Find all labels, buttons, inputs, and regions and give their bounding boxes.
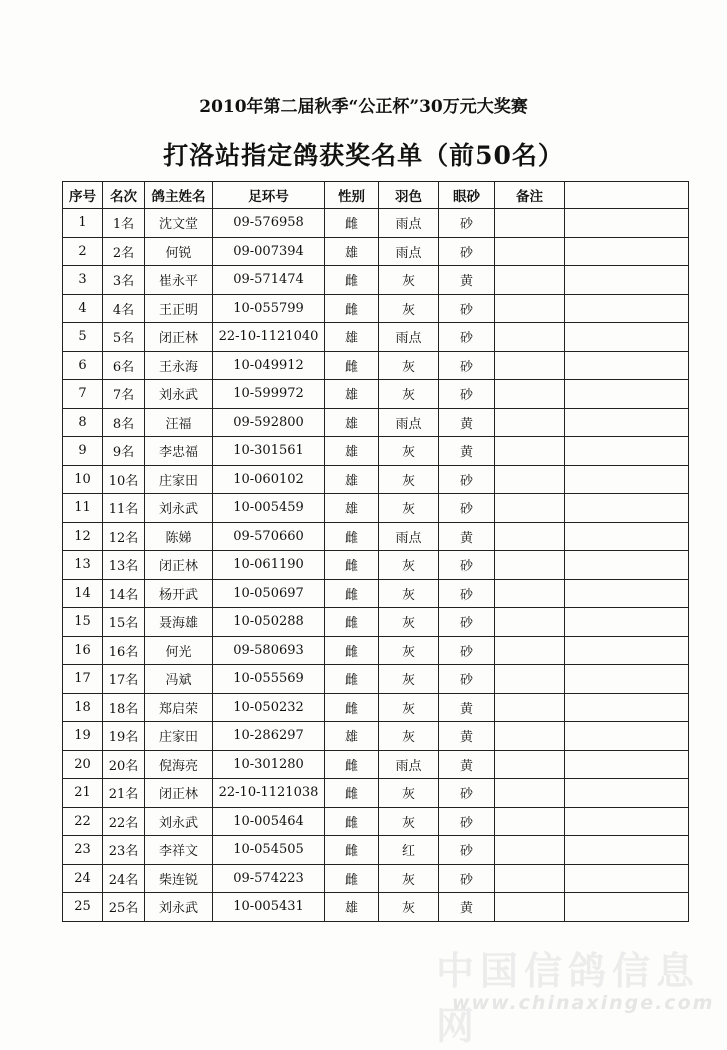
cell-owner: 王正明: [145, 294, 213, 323]
cell-extra: [565, 551, 689, 580]
cell-seq: 6: [63, 351, 103, 380]
cell-color: 雨点: [379, 522, 439, 551]
page-title: 打洛站指定鸽获奖名单（前50名）: [163, 141, 564, 170]
table-header-row: [63, 182, 689, 209]
cell-color: 灰: [379, 893, 439, 922]
table-row: [63, 294, 689, 323]
cell-eye: 砂: [439, 294, 495, 323]
cell-remark: [495, 693, 565, 722]
table-row: [63, 408, 689, 437]
cell-extra: [565, 722, 689, 751]
cell-remark: [495, 351, 565, 380]
table-row: [63, 779, 689, 808]
table-row: [63, 380, 689, 409]
cell-ring: 10-061190: [213, 551, 325, 580]
cell-color: 灰: [379, 294, 439, 323]
table-row: [63, 437, 689, 466]
cell-ring: 10-301561: [213, 437, 325, 466]
cell-owner: 何光: [145, 636, 213, 665]
table-row: [63, 551, 689, 580]
cell-rank: 2名: [103, 237, 145, 266]
cell-extra: [565, 351, 689, 380]
cell-seq: 22: [63, 807, 103, 836]
cell-remark: [495, 893, 565, 922]
cell-remark: [495, 323, 565, 352]
cell-ring: 10-005431: [213, 893, 325, 922]
cell-seq: 2: [63, 237, 103, 266]
cell-eye: 砂: [439, 465, 495, 494]
table-row: [63, 351, 689, 380]
cell-eye: 砂: [439, 209, 495, 238]
cell-remark: [495, 294, 565, 323]
cell-seq: 13: [63, 551, 103, 580]
cell-remark: [495, 437, 565, 466]
cell-owner: 柴连锐: [145, 864, 213, 893]
cell-ring: 09-574223: [213, 864, 325, 893]
column-header-ring: 足环号: [213, 182, 325, 209]
cell-eye: 砂: [439, 608, 495, 637]
cell-extra: [565, 209, 689, 238]
cell-eye: 砂: [439, 636, 495, 665]
table-row: [63, 636, 689, 665]
cell-rank: 21名: [103, 779, 145, 808]
table-row: [63, 893, 689, 922]
cell-sex: 雄: [325, 380, 379, 409]
cell-eye: 砂: [439, 579, 495, 608]
watermark-text: 中国信鸽信息网: [436, 949, 701, 1048]
table-row: [63, 323, 689, 352]
cell-color: 灰: [379, 579, 439, 608]
cell-seq: 21: [63, 779, 103, 808]
cell-sex: 雌: [325, 807, 379, 836]
cell-extra: [565, 665, 689, 694]
cell-owner: 王永海: [145, 351, 213, 380]
cell-eye: 黄: [439, 750, 495, 779]
cell-sex: 雌: [325, 665, 379, 694]
cell-remark: [495, 209, 565, 238]
cell-remark: [495, 522, 565, 551]
cell-color: 灰: [379, 636, 439, 665]
cell-eye: 砂: [439, 323, 495, 352]
cell-owner: 李祥文: [145, 836, 213, 865]
cell-ring: 10-005464: [213, 807, 325, 836]
cell-extra: [565, 323, 689, 352]
cell-remark: [495, 551, 565, 580]
cell-sex: 雌: [325, 693, 379, 722]
cell-seq: 8: [63, 408, 103, 437]
cell-owner: 何锐: [145, 237, 213, 266]
cell-eye: 砂: [439, 779, 495, 808]
cell-seq: 11: [63, 494, 103, 523]
column-header-rank: 名次: [103, 182, 145, 209]
column-header-owner: 鸽主姓名: [145, 182, 213, 209]
cell-eye: 黄: [439, 693, 495, 722]
cell-ring: 10-055799: [213, 294, 325, 323]
cell-extra: [565, 380, 689, 409]
subtitle: 2010年第二届秋季“公正杯”30万元大奖赛: [199, 97, 528, 117]
cell-seq: 15: [63, 608, 103, 637]
cell-owner: 闭正林: [145, 551, 213, 580]
cell-extra: [565, 266, 689, 295]
cell-remark: [495, 779, 565, 808]
cell-seq: 14: [63, 579, 103, 608]
table-row: [63, 579, 689, 608]
cell-owner: 沈文堂: [145, 209, 213, 238]
cell-ring: 10-050232: [213, 693, 325, 722]
cell-rank: 17名: [103, 665, 145, 694]
cell-color: 灰: [379, 722, 439, 751]
cell-eye: 砂: [439, 807, 495, 836]
cell-remark: [495, 408, 565, 437]
column-header-seq: 序号: [63, 182, 103, 209]
cell-seq: 17: [63, 665, 103, 694]
cell-ring: 22-10-1121040: [213, 323, 325, 352]
cell-rank: 16名: [103, 636, 145, 665]
cell-extra: [565, 893, 689, 922]
cell-owner: 李忠福: [145, 437, 213, 466]
cell-ring: 10-049912: [213, 351, 325, 380]
cell-sex: 雄: [325, 465, 379, 494]
cell-color: 雨点: [379, 237, 439, 266]
cell-extra: [565, 579, 689, 608]
cell-rank: 3名: [103, 266, 145, 295]
cell-seq: 24: [63, 864, 103, 893]
cell-sex: 雌: [325, 579, 379, 608]
cell-extra: [565, 465, 689, 494]
cell-ring: 10-301280: [213, 750, 325, 779]
cell-eye: 砂: [439, 494, 495, 523]
table-body: [63, 209, 689, 922]
cell-sex: 雌: [325, 266, 379, 295]
cell-remark: [495, 864, 565, 893]
cell-color: 红: [379, 836, 439, 865]
cell-ring: 09-570660: [213, 522, 325, 551]
cell-sex: 雌: [325, 522, 379, 551]
cell-rank: 1名: [103, 209, 145, 238]
cell-remark: [495, 608, 565, 637]
cell-remark: [495, 266, 565, 295]
cell-owner: 冯斌: [145, 665, 213, 694]
cell-remark: [495, 380, 565, 409]
cell-seq: 7: [63, 380, 103, 409]
cell-remark: [495, 494, 565, 523]
cell-sex: 雄: [325, 237, 379, 266]
cell-ring: 22-10-1121038: [213, 779, 325, 808]
cell-rank: 12名: [103, 522, 145, 551]
table-row: [63, 836, 689, 865]
cell-ring: 09-576958: [213, 209, 325, 238]
cell-color: 灰: [379, 665, 439, 694]
cell-sex: 雄: [325, 722, 379, 751]
column-header-color: 羽色: [379, 182, 439, 209]
cell-sex: 雌: [325, 779, 379, 808]
cell-color: 雨点: [379, 209, 439, 238]
cell-extra: [565, 693, 689, 722]
cell-seq: 3: [63, 266, 103, 295]
cell-color: 灰: [379, 494, 439, 523]
cell-sex: 雌: [325, 836, 379, 865]
cell-owner: 郑启荣: [145, 693, 213, 722]
cell-extra: [565, 522, 689, 551]
cell-owner: 闭正林: [145, 323, 213, 352]
cell-ring: 10-286297: [213, 722, 325, 751]
cell-rank: 13名: [103, 551, 145, 580]
cell-seq: 1: [63, 209, 103, 238]
cell-sex: 雄: [325, 437, 379, 466]
table-row: [63, 693, 689, 722]
cell-seq: 23: [63, 836, 103, 865]
cell-extra: [565, 237, 689, 266]
column-header-remark: 备注: [495, 182, 565, 209]
watermark-url: www.chinaxinge.com: [452, 992, 715, 1014]
cell-seq: 19: [63, 722, 103, 751]
cell-rank: 11名: [103, 494, 145, 523]
cell-rank: 24名: [103, 864, 145, 893]
cell-owner: 庄家田: [145, 465, 213, 494]
table-row: [63, 750, 689, 779]
cell-extra: [565, 294, 689, 323]
cell-extra: [565, 608, 689, 637]
cell-rank: 22名: [103, 807, 145, 836]
cell-ring: 09-571474: [213, 266, 325, 295]
cell-rank: 7名: [103, 380, 145, 409]
column-header-sex: 性别: [325, 182, 379, 209]
cell-owner: 庄家田: [145, 722, 213, 751]
cell-extra: [565, 636, 689, 665]
cell-color: 灰: [379, 864, 439, 893]
cell-seq: 10: [63, 465, 103, 494]
column-header-extra: [565, 182, 689, 209]
cell-sex: 雌: [325, 209, 379, 238]
cell-extra: [565, 494, 689, 523]
cell-eye: 黄: [439, 266, 495, 295]
cell-seq: 18: [63, 693, 103, 722]
cell-color: 雨点: [379, 408, 439, 437]
cell-remark: [495, 636, 565, 665]
cell-seq: 4: [63, 294, 103, 323]
cell-rank: 10名: [103, 465, 145, 494]
cell-seq: 5: [63, 323, 103, 352]
table-row: [63, 665, 689, 694]
cell-rank: 4名: [103, 294, 145, 323]
cell-color: 灰: [379, 437, 439, 466]
cell-ring: 10-005459: [213, 494, 325, 523]
cell-sex: 雌: [325, 636, 379, 665]
cell-owner: 陈娣: [145, 522, 213, 551]
cell-remark: [495, 579, 565, 608]
cell-eye: 黄: [439, 893, 495, 922]
cell-extra: [565, 836, 689, 865]
cell-ring: 09-580693: [213, 636, 325, 665]
table-row: [63, 864, 689, 893]
cell-color: 灰: [379, 779, 439, 808]
cell-owner: 刘永武: [145, 494, 213, 523]
cell-ring: 09-007394: [213, 237, 325, 266]
cell-extra: [565, 750, 689, 779]
cell-ring: 10-599972: [213, 380, 325, 409]
cell-owner: 聂海雄: [145, 608, 213, 637]
cell-eye: 黄: [439, 522, 495, 551]
cell-eye: 砂: [439, 237, 495, 266]
cell-color: 雨点: [379, 750, 439, 779]
table-row: [63, 608, 689, 637]
table-row: [63, 807, 689, 836]
cell-ring: 10-050697: [213, 579, 325, 608]
cell-remark: [495, 665, 565, 694]
cell-owner: 刘永武: [145, 380, 213, 409]
cell-eye: 砂: [439, 864, 495, 893]
cell-owner: 杨开武: [145, 579, 213, 608]
cell-ring: 10-055569: [213, 665, 325, 694]
cell-owner: 崔永平: [145, 266, 213, 295]
cell-rank: 19名: [103, 722, 145, 751]
cell-color: 灰: [379, 266, 439, 295]
cell-eye: 黄: [439, 408, 495, 437]
cell-rank: 14名: [103, 579, 145, 608]
cell-color: 雨点: [379, 323, 439, 352]
cell-owner: 汪福: [145, 408, 213, 437]
cell-sex: 雌: [325, 608, 379, 637]
cell-owner: 闭正林: [145, 779, 213, 808]
cell-color: 灰: [379, 380, 439, 409]
cell-seq: 9: [63, 437, 103, 466]
cell-color: 灰: [379, 551, 439, 580]
cell-eye: 黄: [439, 437, 495, 466]
cell-ring: 10-060102: [213, 465, 325, 494]
cell-sex: 雄: [325, 893, 379, 922]
cell-remark: [495, 750, 565, 779]
cell-ring: 09-592800: [213, 408, 325, 437]
cell-seq: 16: [63, 636, 103, 665]
cell-extra: [565, 408, 689, 437]
cell-owner: 刘永武: [145, 893, 213, 922]
cell-rank: 6名: [103, 351, 145, 380]
cell-sex: 雄: [325, 494, 379, 523]
cell-extra: [565, 437, 689, 466]
cell-color: 灰: [379, 351, 439, 380]
cell-eye: 砂: [439, 351, 495, 380]
cell-eye: 砂: [439, 551, 495, 580]
cell-remark: [495, 807, 565, 836]
table-row: [63, 209, 689, 238]
cell-sex: 雌: [325, 864, 379, 893]
cell-color: 灰: [379, 608, 439, 637]
cell-color: 灰: [379, 693, 439, 722]
cell-color: 灰: [379, 807, 439, 836]
table-row: [63, 237, 689, 266]
cell-rank: 18名: [103, 693, 145, 722]
cell-remark: [495, 722, 565, 751]
results-table: [62, 181, 689, 922]
cell-rank: 5名: [103, 323, 145, 352]
column-header-eye: 眼砂: [439, 182, 495, 209]
cell-rank: 8名: [103, 408, 145, 437]
cell-owner: 刘永武: [145, 807, 213, 836]
cell-eye: 砂: [439, 665, 495, 694]
cell-rank: 15名: [103, 608, 145, 637]
cell-seq: 25: [63, 893, 103, 922]
cell-color: 灰: [379, 465, 439, 494]
cell-ring: 10-054505: [213, 836, 325, 865]
cell-sex: 雌: [325, 551, 379, 580]
cell-owner: 倪海亮: [145, 750, 213, 779]
table-row: [63, 722, 689, 751]
cell-rank: 9名: [103, 437, 145, 466]
cell-ring: 10-050288: [213, 608, 325, 637]
table-row: [63, 522, 689, 551]
cell-seq: 12: [63, 522, 103, 551]
cell-extra: [565, 807, 689, 836]
cell-sex: 雌: [325, 351, 379, 380]
cell-extra: [565, 779, 689, 808]
cell-eye: 黄: [439, 722, 495, 751]
cell-remark: [495, 465, 565, 494]
cell-sex: 雄: [325, 323, 379, 352]
cell-sex: 雌: [325, 294, 379, 323]
cell-sex: 雄: [325, 408, 379, 437]
cell-sex: 雌: [325, 750, 379, 779]
cell-extra: [565, 864, 689, 893]
table-row: [63, 494, 689, 523]
cell-remark: [495, 237, 565, 266]
cell-eye: 砂: [439, 380, 495, 409]
cell-rank: 23名: [103, 836, 145, 865]
cell-remark: [495, 836, 565, 865]
cell-rank: 25名: [103, 893, 145, 922]
cell-rank: 20名: [103, 750, 145, 779]
cell-seq: 20: [63, 750, 103, 779]
cell-eye: 砂: [439, 836, 495, 865]
table-row: [63, 266, 689, 295]
table-row: [63, 465, 689, 494]
